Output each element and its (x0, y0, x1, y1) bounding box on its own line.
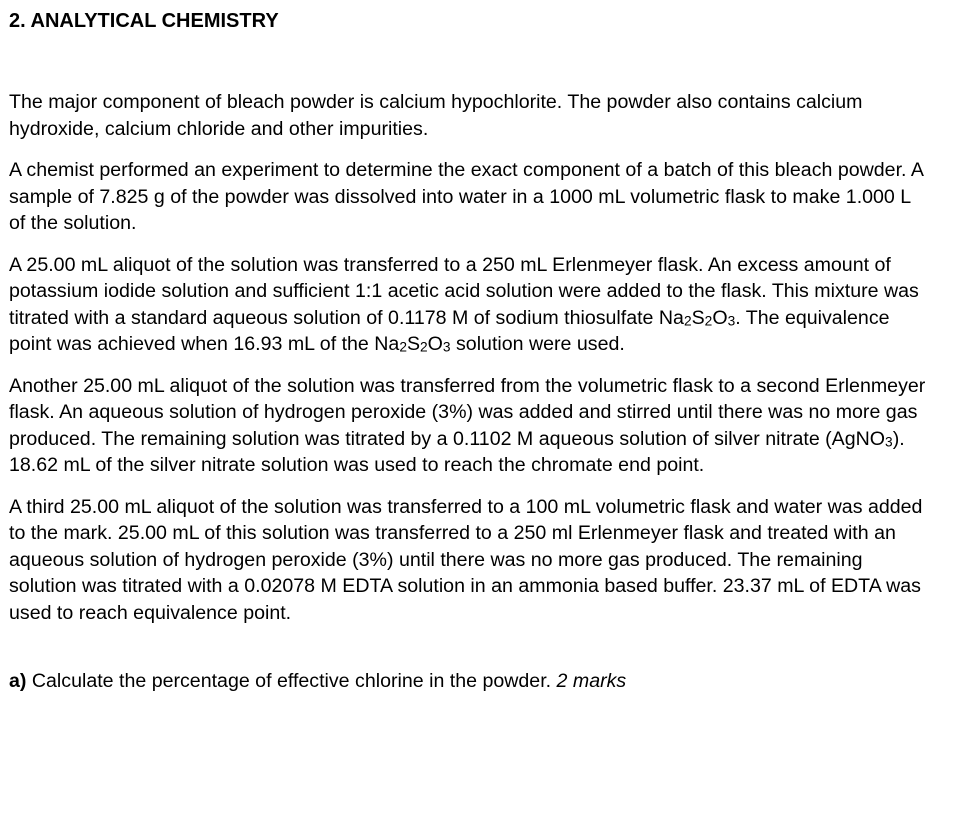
p3-sub-5: 2 (420, 339, 428, 355)
p3-text-b: S (691, 306, 705, 329)
document-page (9, 8, 929, 695)
p3-sub-4: 2 (399, 339, 407, 355)
p3-text-c: O (712, 306, 728, 329)
p3-text-g: solution were used. (450, 333, 625, 355)
p3-sub-6: 3 (442, 339, 451, 355)
question-text: Calculate the percentage of effective chlorine in the powder. (26, 670, 557, 692)
p4-text-b: ). 18.62 mL of the silver nitrate solution was used to reach the chromate end point. (9, 427, 905, 476)
question-label: a) (9, 670, 27, 692)
paragraph-thiosulfate-titration (9, 252, 929, 358)
paragraph-edta-titration: A third 25.00 mL aliquot of the solution was transferred to a 100 mL volumetric flask and water was added to the mark. 25.00 mL of this solution was transferred to a 250 ml Erlenmeyer flask and treated with an aqueous solution of hydrogen peroxide (3%) until there was no more gas produced. The remaining solution was titrated with a 0.02078 M EDTA solution in an ammonia based buffer. 23.37 mL of EDTA was used to reach equivalence point. (9, 495, 923, 624)
p3-text-d: . The equivalence point was achieved when 16.93 mL of the Na (9, 306, 890, 355)
p4-text-a: Another 25.00 mL aliquot of the solution was transferred from the volumetric flask to a second Erlenmeyer flask. An aqueous solution of hydrogen peroxide (3%) was added and stirred until there was no more gas produced. The remaining solution was titrated by a 0.1102 M aqueous solution of silver nitrate (AgNO (9, 374, 926, 450)
p3-sub-3: 3 (727, 312, 736, 328)
p3-text-a: A 25.00 mL aliquot of the solution was transferred to a 250 mL Erlenmeyer flask. An excess amount of potassium iodide solution and sufficient 1:1 acetic acid solution were added to the flask. This mixture was titrated with a standard aqueous solution of 0.1178 M of sodium thiosulfate Na (9, 253, 919, 329)
section-heading: 2. ANALYTICAL CHEMISTRY (9, 10, 279, 32)
p3-text-e: S (406, 333, 421, 355)
question-a (9, 668, 929, 695)
p3-sub-2: 2 (704, 312, 713, 328)
p3-sub-1: 2 (683, 312, 692, 328)
question-marks: 2 marks (556, 670, 627, 692)
p3-text-f: O (427, 333, 443, 355)
paragraph-silver-nitrate-titration (9, 373, 929, 479)
paragraph-sample-prep: A chemist performed an experiment to determine the exact component of a batch of this bleach powder. A sample of 7.825 g of the powder was dissolved into water in a 1000 mL volumetric flask to make 1.000 L of the solution. (9, 159, 923, 234)
paragraph-intro: The major component of bleach powder is calcium hypochlorite. The powder also contains calcium hydroxide, calcium chloride and other impurities. (9, 91, 863, 140)
p4-sub-1: 3 (885, 433, 893, 449)
